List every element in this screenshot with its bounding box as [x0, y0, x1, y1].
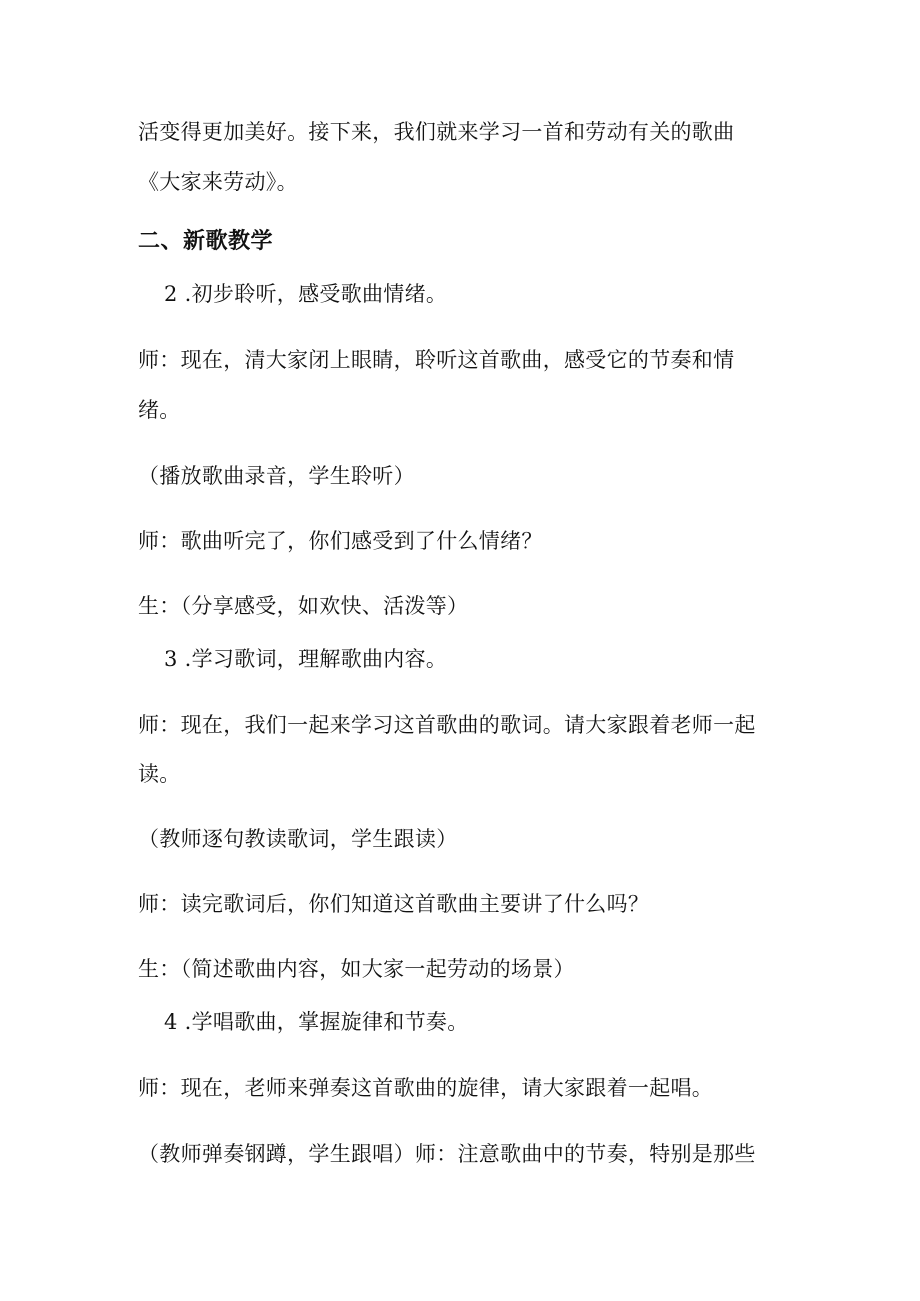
dialogue-line: 生：（分享感受，如欢快、活泼等） [138, 594, 469, 618]
step-heading: 3 .学习歌词，理解歌曲内容。 [164, 647, 448, 671]
dialogue-line: 生：（简述歌曲内容，如大家一起劳动的场景） [138, 957, 575, 981]
step-heading: 4 .学唱歌曲，掌握旋律和节奏。 [164, 1010, 469, 1034]
dialogue-line: 师：现在，我们一起来学习这首歌曲的歌词。请大家跟着老师一起 [138, 713, 756, 737]
paragraph-line: 《大家来劳动》。 [138, 170, 298, 194]
dialogue-line: 师：现在，清大家闭上眼睛，聆听这首歌曲，感受它的节奏和情 [138, 348, 735, 372]
dialogue-line: 师：读完歌词后，你们知道这首歌曲主要讲了什么吗？ [138, 892, 650, 916]
dialogue-line: 师：现在，老师来弹奏这首歌曲的旋律，请大家跟着一起唱。 [138, 1076, 714, 1100]
stage-direction: （播放歌曲录音，学生聆听） [138, 464, 415, 488]
dialogue-line: 读。 [138, 762, 181, 786]
section-heading: 二、新歌教学 [138, 229, 274, 254]
paragraph-line: 活变得更加美好。接下来，我们就来学习一首和劳动有关的歌曲 [138, 120, 735, 144]
dialogue-line: 师：歌曲听完了，你们感受到了什么情绪？ [138, 529, 543, 553]
dialogue-line: 绪。 [138, 398, 181, 422]
stage-direction: （教师弹奏钢蹲，学生跟唱）师：注意歌曲中的节奏，特别是那些 [138, 1142, 756, 1166]
stage-direction: （教师逐句教读歌词，学生跟读） [138, 827, 458, 851]
step-heading: 2 .初步聆听，感受歌曲情绪。 [164, 282, 448, 306]
